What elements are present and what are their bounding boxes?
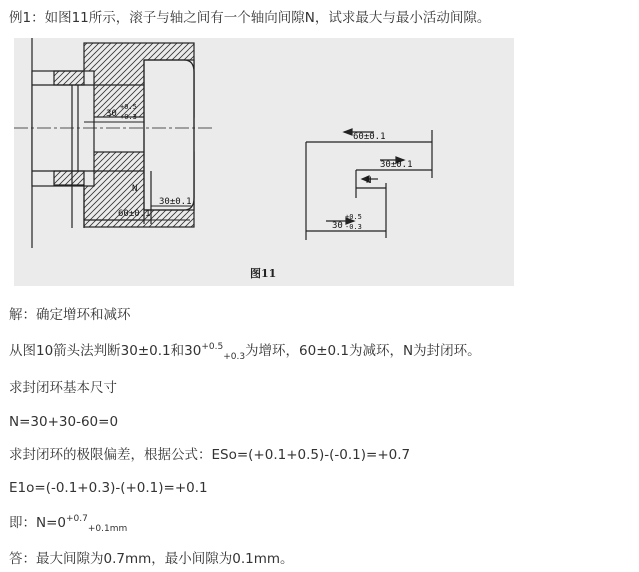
label-30-tol-lower: +0.3: [120, 113, 137, 121]
step2-sup: +0.5: [201, 342, 224, 352]
label-30-tol: 30: [106, 109, 117, 119]
solution-step-5: 求封闭环的极限偏差，根据公式：ESo=(+0.1+0.5)-(-0.1)=+0.7: [9, 447, 411, 463]
label-60-left: 60±0.1: [118, 209, 151, 219]
assembly-drawing: [14, 38, 214, 248]
step2-text-a: 从图10箭头法判断30±0.1和30: [9, 343, 202, 359]
step7-sup: +0.7: [66, 514, 88, 524]
label-30-tol-upper: +0.5: [120, 103, 137, 111]
answer-text: 答：最大间隙为0.7mm，最小间隙为0.1mm。: [9, 551, 294, 567]
label-30-tol-right: 30: [332, 221, 343, 231]
figure-11-drawing: [14, 38, 514, 286]
solution-step-2: [9, 342, 481, 362]
step7-sub: +0.1mm: [87, 524, 128, 534]
intro-text: 例1：如图11所示，滚子与轴之间有一个轴向间隙N，试求最大与最小活动间隙。: [9, 10, 491, 26]
step2-text-b: 为增环，60±0.1为减环，N为封闭环。: [245, 343, 481, 359]
solution-step-4: N=30+30-60=0: [9, 414, 119, 430]
solution-step-6: E1o=(-0.1+0.3)-(+0.1)=+0.1: [9, 480, 208, 496]
label-n-left: N: [132, 184, 138, 194]
figure-11: [14, 38, 514, 286]
figure-caption: 图11: [250, 267, 277, 280]
label-30-right: 30±0.1: [380, 160, 413, 170]
label-30-tol-right-lower: -0.3: [345, 223, 362, 231]
step2-sub: +0.3: [223, 352, 246, 362]
solution-step-7: [9, 514, 127, 534]
solution-step-3: 求封闭环基本尺寸: [9, 380, 117, 396]
step7-text-a: 即：N=0: [9, 515, 66, 531]
label-30-left: 30±0.1: [159, 197, 192, 207]
solution-step-1: 解：确定增环和减环: [9, 307, 131, 323]
label-30-tol-right-upper: +0.5: [345, 213, 362, 221]
label-60-right: 60±0.1: [353, 132, 386, 142]
label-n-right: N: [366, 176, 372, 186]
